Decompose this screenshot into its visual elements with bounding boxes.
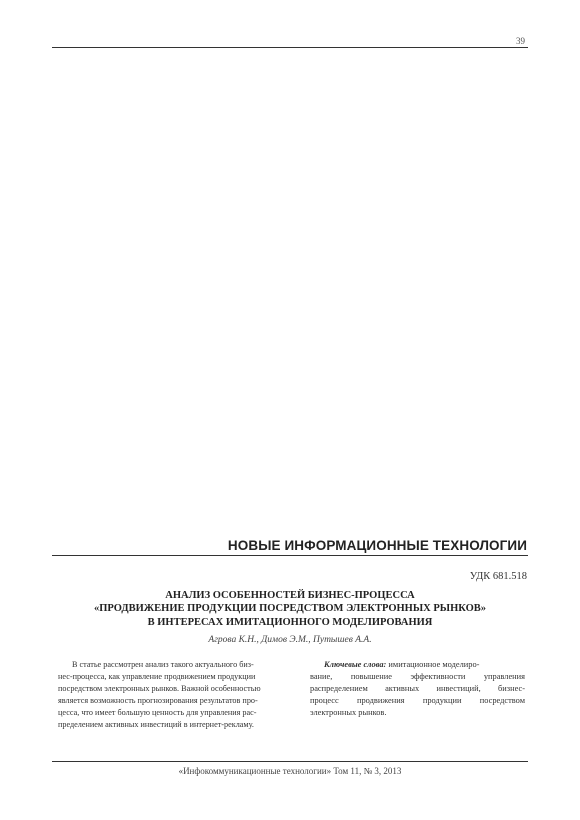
abstract-line: В статье рассмотрен анализ такого актуального биз- [72, 660, 254, 669]
authors: Агрова К.Н., Димов Э.М., Путышев А.А. [208, 635, 372, 645]
abstract [58, 659, 280, 731]
article-title-line: «ПРОДВИЖЕНИЕ ПРОДУКЦИИ ПОСРЕДСТВОМ ЭЛЕКТРОННЫХ РЫНКОВ» [93, 603, 487, 615]
section-heading: НОВЫЕ ИНФОРМАЦИОННЫЕ ТЕХНОЛОГИИ [227, 538, 527, 553]
abstract-line: посредством электронных рынков. Важной особенностью [58, 684, 261, 693]
article-title-line: В ИНТЕРЕСАХ ИМИТАЦИОННОГО МОДЕЛИРОВАНИЯ [147, 616, 433, 628]
abstract-line: пределением активных инвестиций в интернет-рекламу. [58, 720, 254, 729]
keywords [310, 659, 525, 719]
abstract-line: нес-процесса, как управление продвижением продукции [58, 672, 256, 681]
udk-code: УДК 681.518 [469, 571, 527, 582]
article-title-line: АНАЛИЗ ОСОБЕННОСТЕЙ БИЗНЕС-ПРОЦЕССА [165, 590, 415, 601]
keywords-line: распределением активных инвестиций, бизнес- [310, 684, 525, 693]
keywords-line: электронных рынков. [310, 708, 387, 717]
page-number: 39 [516, 36, 525, 46]
top-rule [52, 47, 528, 48]
footer-journal: «Инфокоммуникационные технологии» Том 11, № 3, 2013 [178, 766, 402, 776]
article-title [52, 589, 528, 629]
keywords-first-line [310, 659, 525, 671]
abstract-line: цесса, что имеет большую ценность для управления рас- [58, 708, 257, 717]
section-rule [52, 555, 528, 556]
bottom-rule [52, 761, 528, 762]
abstract-line: является возможность прогнозирования результатов про- [58, 696, 258, 705]
keywords-first-line-text: имитационное моделиро- [386, 660, 480, 669]
keywords-label: Ключевые слова: [324, 660, 387, 669]
keywords-line: вание, повышение эффективности управления [310, 672, 525, 681]
keywords-line: процесс продвижения продукции посредством [310, 696, 525, 705]
